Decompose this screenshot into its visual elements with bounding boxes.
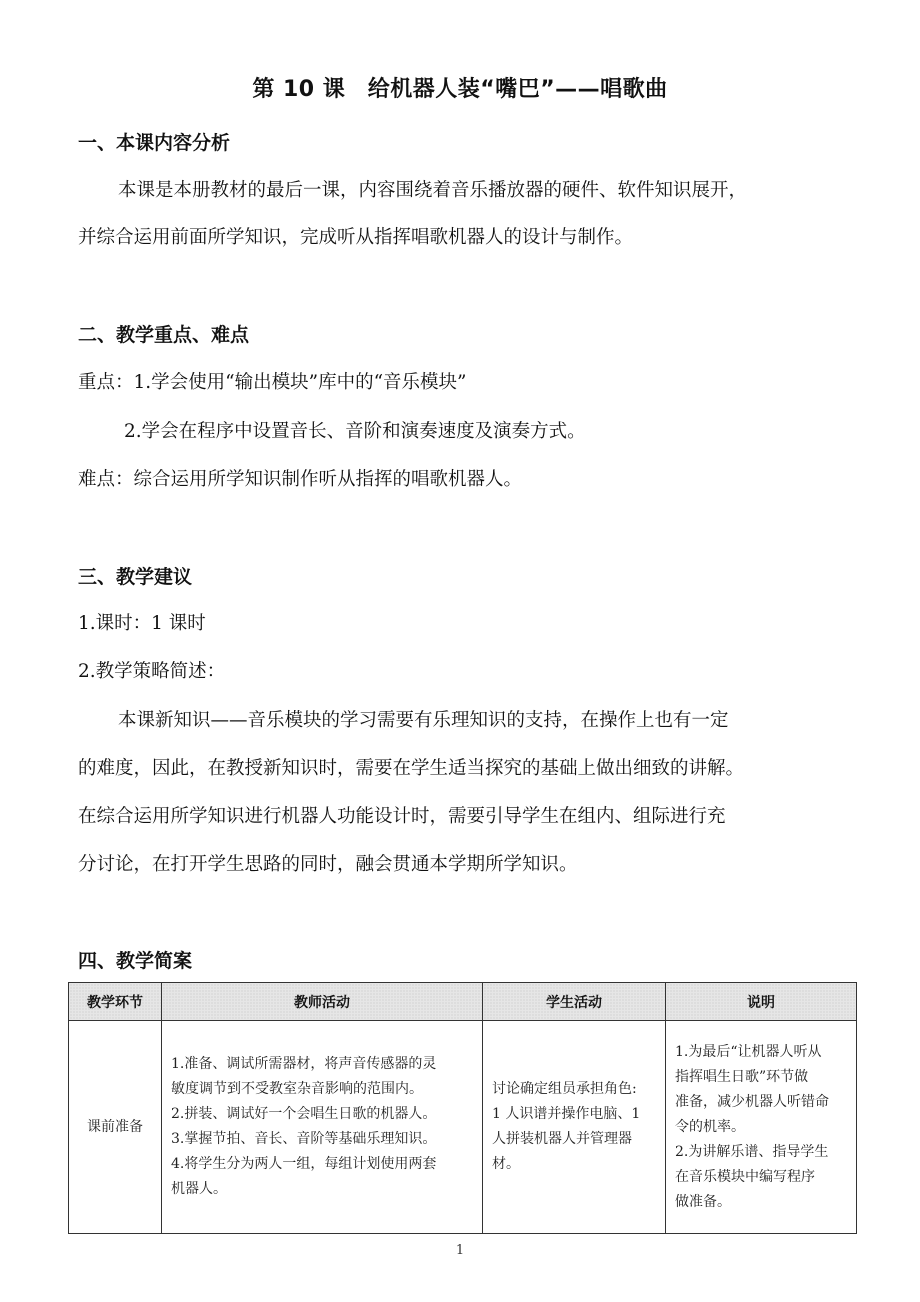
cell-teacher-activity [162,1021,483,1234]
teacher-line: 2.拼装、调试好一个会唱生日歌的机器人。 [171,1106,437,1122]
cell-stage [69,1021,162,1234]
strategy-line-4: 分讨论，在打开学生思路的同时，融会贯通本学期所学知识。 [78,854,578,875]
stage-label: 课前准备 [87,1118,143,1135]
notes-line: 1.为最后“让机器人听从 [675,1043,822,1060]
section-1-line-1: 本课是本册教材的最后一课，内容围绕着音乐播放器的硬件、软件知识展开， [118,180,748,201]
notes-line: 2.为讲解乐谱、指导学生 [675,1143,829,1160]
key-point-2: 2.学会在程序中设置音长、音阶和演奏速度及演奏方式。 [124,421,586,442]
lesson-plan-table [68,982,857,1234]
header-teacher-activity: 教师活动 [162,983,483,1021]
header-notes: 说明 [666,983,857,1021]
section-2-heading: 二、教学重点、难点 [78,324,250,346]
notes-line: 指挥唱生日歌”环节做 [675,1068,809,1085]
table-header-row [69,983,857,1021]
suggestion-item-2: 2.教学策略简述： [78,661,226,682]
notes-line: 在音乐模块中编写程序 [675,1168,815,1185]
notes-line: 准备，减少机器人听错命 [675,1093,829,1110]
cell-student-activity [483,1021,666,1234]
teacher-line: 4.将学生分为两人一组，每组计划使用两套 [171,1156,437,1172]
student-line: 人拼装机器人并管理器 [492,1131,632,1147]
table-row [69,1021,857,1234]
student-line: 讨论确定组员承担角色: [492,1081,637,1097]
notes-line: 做准备。 [675,1193,731,1210]
strategy-line-3: 在综合运用所学知识进行机器人功能设计时，需要引导学生在组内、组际进行充 [78,806,726,827]
section-4-heading: 四、教学简案 [78,950,193,972]
key-point-1: 重点：1.学会使用“输出模块”库中的“音乐模块” [78,372,467,393]
strategy-line-1: 本课新知识——音乐模块的学习需要有乐理知识的支持，在操作上也有一定 [118,710,729,731]
lesson-title: 第 10 课 给机器人装“嘴巴”——唱歌曲 [252,77,668,102]
suggestion-item-1: 1.课时：1 课时 [78,613,206,634]
student-line: 1 人识谱并操作电脑、1 [492,1106,641,1122]
teacher-line: 敏度调节到不受教室杂音影响的范围内。 [171,1081,423,1097]
difficulty-point: 难点：综合运用所学知识制作听从指挥的唱歌机器人。 [78,469,523,490]
header-student-activity: 学生活动 [483,983,666,1021]
section-1-line-2: 并综合运用前面所学知识，完成听从指挥唱歌机器人的设计与制作。 [78,227,634,248]
teacher-line: 1.准备、调试所需器材，将声音传感器的灵 [171,1056,437,1072]
section-3-heading: 三、教学建议 [78,566,193,588]
strategy-line-2: 的难度，因此，在教授新知识时，需要在学生适当探究的基础上做出细致的讲解。 [78,758,745,779]
section-1-heading: 一、本课内容分析 [78,132,231,154]
cell-notes [666,1021,857,1234]
header-stage: 教学环节 [69,983,162,1021]
notes-line: 令的机率。 [675,1118,745,1135]
student-line: 材。 [492,1156,520,1172]
teacher-line: 3.掌握节拍、音长、音阶等基础乐理知识。 [171,1131,437,1147]
teacher-line: 机器人。 [171,1181,227,1197]
page-number: 1 [455,1243,465,1258]
